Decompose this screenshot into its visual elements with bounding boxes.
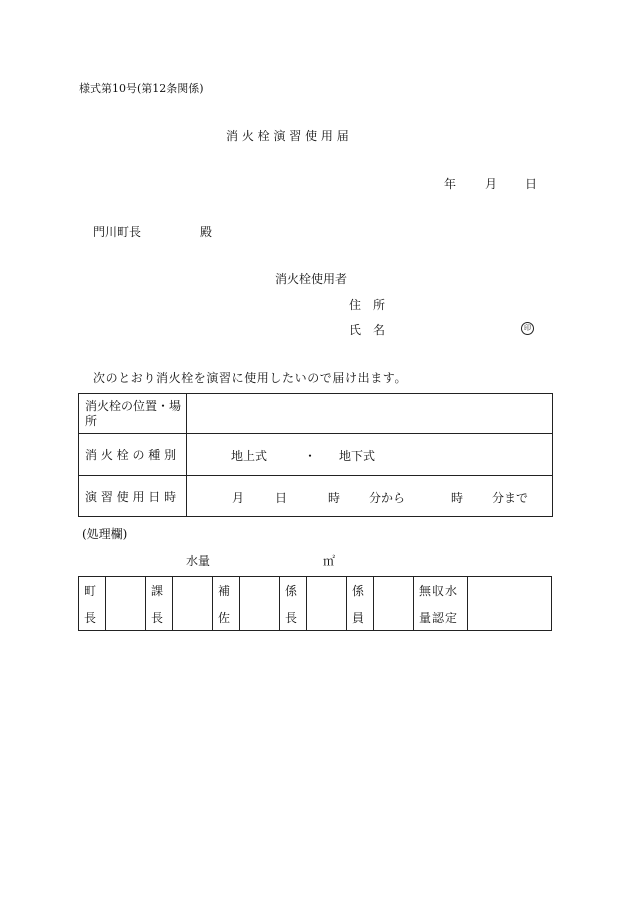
document-title: 消 火 栓 演 習 使 用 届 xyxy=(226,129,349,143)
approval-label-assistant xyxy=(213,577,240,631)
type-label: 消 火 栓 の 種 別 xyxy=(79,434,187,476)
processing-heading: (処理欄) xyxy=(82,527,128,541)
approval-mayor-top: 町 xyxy=(84,583,97,598)
approval-seal-staff[interactable] xyxy=(374,577,414,631)
approval-assistant-top: 補 xyxy=(218,583,231,598)
date-year: 年 xyxy=(444,177,457,191)
approval-unit-chief-bottom: 長 xyxy=(285,610,298,625)
approval-seal-mayor[interactable] xyxy=(106,577,146,631)
form-number: 様式第10号(第12条関係) xyxy=(79,82,204,95)
approval-label-water-certification xyxy=(414,577,468,631)
datetime-month: 月 xyxy=(232,491,245,505)
type-separator: ・ xyxy=(304,449,317,463)
approval-staff-top: 係 xyxy=(352,583,365,598)
datetime-end-hour: 時 xyxy=(451,491,464,505)
type-above-ground: 地上式 xyxy=(231,449,268,463)
approval-label-mayor xyxy=(79,577,106,631)
water-volume-unit: ㎡ xyxy=(323,554,336,568)
approval-label-staff xyxy=(347,577,374,631)
location-label-text: 消火栓の位置・場所 xyxy=(85,398,182,428)
approval-label-unit-chief xyxy=(280,577,307,631)
datetime-day: 日 xyxy=(275,491,288,505)
type-value[interactable] xyxy=(187,434,553,476)
date-day: 日 xyxy=(525,177,538,191)
addressee-name: 門川町長 xyxy=(93,225,142,239)
approval-section-chief-top: 課 xyxy=(151,583,164,598)
water-volume-label: 水量 xyxy=(186,554,211,568)
type-underground: 地下式 xyxy=(339,449,376,463)
approval-seal-unit-chief[interactable] xyxy=(307,577,347,631)
approval-staff-bottom: 員 xyxy=(352,610,365,625)
datetime-start-minute: 分から xyxy=(369,491,406,505)
approval-water-cert-bottom: 量認定 xyxy=(419,610,459,625)
datetime-start-hour: 時 xyxy=(328,491,341,505)
location-row xyxy=(79,394,553,434)
datetime-value[interactable] xyxy=(187,476,553,517)
applicant-name-label: 氏 名 xyxy=(349,323,386,337)
applicant-heading: 消火栓使用者 xyxy=(275,272,348,286)
addressee-honorific: 殿 xyxy=(200,225,213,239)
approval-seal-assistant[interactable] xyxy=(240,577,280,631)
approval-table xyxy=(78,576,552,631)
approval-seal-water-certification[interactable] xyxy=(468,577,552,631)
approval-label-section-chief xyxy=(146,577,173,631)
approval-mayor-bottom: 長 xyxy=(84,610,97,625)
location-value[interactable] xyxy=(187,394,553,434)
seal-stamp: 印 xyxy=(521,322,534,335)
intro-text: 次のとおり消火栓を演習に使用したいので届け出ます。 xyxy=(93,371,408,385)
type-row xyxy=(79,434,553,476)
datetime-end-minute: 分まで xyxy=(492,491,529,505)
date-month: 月 xyxy=(485,177,498,191)
datetime-label: 演 習 使 用 日 時 xyxy=(79,476,187,517)
location-label xyxy=(79,394,187,434)
applicant-address-label: 住 所 xyxy=(349,298,386,312)
approval-seal-section-chief[interactable] xyxy=(173,577,213,631)
approval-unit-chief-top: 係 xyxy=(285,583,298,598)
approval-water-cert-top: 無収水 xyxy=(419,583,459,598)
approval-assistant-bottom: 佐 xyxy=(218,610,231,625)
approval-section-chief-bottom: 長 xyxy=(151,610,164,625)
datetime-row xyxy=(79,476,553,517)
application-table xyxy=(78,393,553,517)
approval-row xyxy=(79,577,552,631)
